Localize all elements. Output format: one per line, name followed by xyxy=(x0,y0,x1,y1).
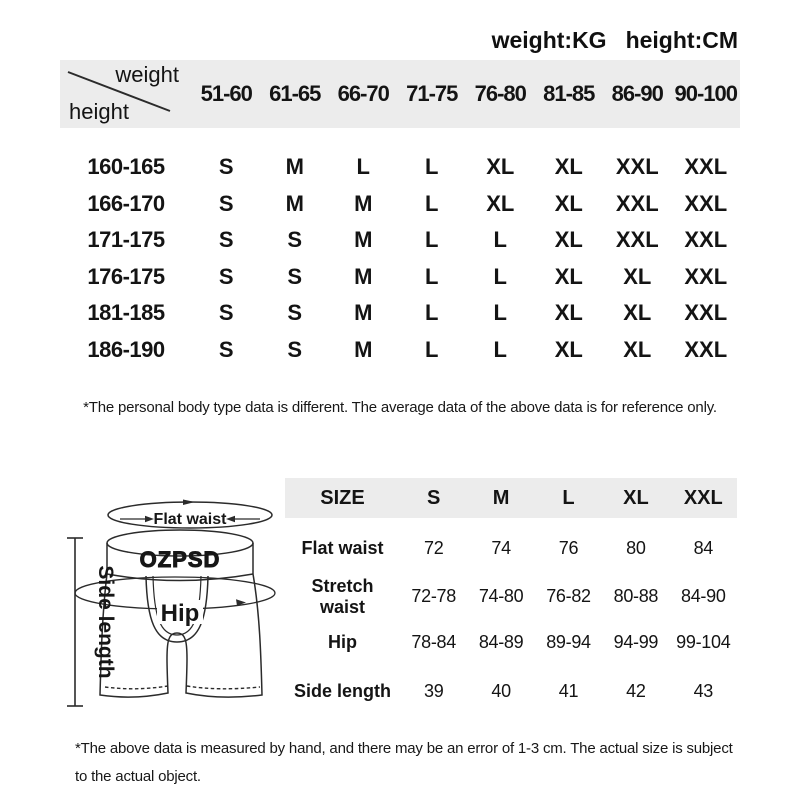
size-cell: S xyxy=(218,263,234,289)
size-cell: M xyxy=(354,263,373,289)
size-cell: S xyxy=(218,154,234,180)
measure-value: 78-84 xyxy=(411,632,456,652)
shorts-outline xyxy=(100,574,262,697)
size-cell: M xyxy=(285,190,304,216)
size-cell: S xyxy=(287,263,303,289)
units-note xyxy=(492,27,738,54)
size-cell: M xyxy=(354,227,373,253)
size-cell: XL xyxy=(554,263,583,289)
flat-waist-top-arrowhead xyxy=(183,500,195,506)
measure-value: 76-82 xyxy=(546,586,591,606)
size-cell: L xyxy=(425,300,439,326)
size-cell: XXL xyxy=(684,190,728,216)
weight-column-header: 61-65 xyxy=(269,81,321,106)
brand-logo: OZPSD xyxy=(139,547,221,572)
size-cell: XL xyxy=(486,190,515,216)
size-cell: S xyxy=(287,336,303,362)
measure-value: 72-78 xyxy=(411,586,456,606)
size-cell: XXL xyxy=(684,300,728,326)
matrix-corner-cell xyxy=(60,60,192,128)
side-length-label: Side length xyxy=(94,565,117,679)
size-cell: L xyxy=(425,190,439,216)
size-cell: XXL xyxy=(615,190,659,216)
measure-table-body xyxy=(285,518,737,712)
size-cell: XL xyxy=(623,263,652,289)
measure-value: 42 xyxy=(626,680,646,701)
size-cell: XL xyxy=(623,336,652,362)
height-row-label: 171-175 xyxy=(87,227,165,253)
size-cell: L xyxy=(425,263,439,289)
measure-value: 84-89 xyxy=(478,632,524,652)
size-cell: M xyxy=(354,190,373,216)
size-cell: XL xyxy=(623,300,652,326)
size-cell: XL xyxy=(554,336,583,362)
height-row-label: 181-185 xyxy=(87,300,165,326)
size-cell: XXL xyxy=(684,227,728,253)
measure-row-label: Side length xyxy=(293,680,391,701)
measure-column-header: S xyxy=(427,486,441,509)
measure-column-header: SIZE xyxy=(320,486,365,509)
measure-value: 39 xyxy=(423,680,444,701)
measure-value: 80-88 xyxy=(613,586,659,606)
size-cell: XL xyxy=(554,227,583,253)
weight-column-header: 51-60 xyxy=(200,81,252,106)
size-cell: S xyxy=(218,227,234,253)
measure-value: 72 xyxy=(423,537,444,558)
size-cell: XXL xyxy=(615,227,659,253)
size-cell: M xyxy=(285,154,304,180)
measure-value: 94-99 xyxy=(613,632,659,652)
weight-column-header: 81-85 xyxy=(543,81,595,106)
height-row-label: 160-165 xyxy=(87,154,165,180)
height-row-label: 186-190 xyxy=(87,336,165,362)
size-cell: L xyxy=(493,300,507,326)
size-cell: M xyxy=(354,300,373,326)
boxer-shorts-illustration xyxy=(50,490,295,725)
weight-unit-label: weight:KG xyxy=(491,27,607,53)
measure-column-header: L xyxy=(562,486,575,509)
measure-value: 76 xyxy=(558,537,579,558)
size-cell: XXL xyxy=(684,263,728,289)
measure-value: 74 xyxy=(491,537,511,558)
size-cell: XL xyxy=(486,154,515,180)
height-row-label: 166-170 xyxy=(87,190,165,216)
weight-column-header: 86-90 xyxy=(611,81,663,106)
size-cell: XL xyxy=(554,300,583,326)
corner-height-label: height xyxy=(69,99,129,124)
size-matrix-body xyxy=(60,149,740,368)
size-cell: XXL xyxy=(684,336,728,362)
measure-value: 84-90 xyxy=(681,586,726,606)
measure-value: 99-104 xyxy=(676,632,731,652)
boxer-shorts-diagram xyxy=(50,490,295,725)
weight-column-header: 90-100 xyxy=(674,81,737,106)
size-cell: XL xyxy=(554,154,583,180)
size-cell: L xyxy=(425,154,439,180)
measure-column-header: XL xyxy=(623,486,649,509)
flat-waist-label: Flat waist xyxy=(153,511,227,528)
side-length-bracket xyxy=(67,538,83,706)
size-cell: S xyxy=(218,190,234,216)
size-cell: L xyxy=(493,227,507,253)
measure-row-label: Hip xyxy=(328,632,357,653)
weight-column-header: 71-75 xyxy=(406,81,458,106)
measure-row-label: Stretch waist xyxy=(311,576,374,617)
measure-value: 40 xyxy=(491,680,511,701)
size-cell: L xyxy=(493,263,507,289)
measure-value: 80 xyxy=(626,537,646,558)
measurement-error-note: *The above data is measured by hand, and there may be an error of 1-3 cm. The actual size is subject to the actual object. xyxy=(75,740,733,785)
right-hem-stitch-line xyxy=(187,686,260,689)
height-unit-label: height:CM xyxy=(625,27,738,53)
size-cell: L xyxy=(425,336,439,362)
hip-label: Hip xyxy=(160,600,200,627)
size-cell: L xyxy=(425,227,439,253)
measure-column-header: M xyxy=(492,486,510,509)
measure-value: 41 xyxy=(558,680,579,701)
height-row-label: 176-175 xyxy=(87,263,165,289)
measure-value: 74-80 xyxy=(478,586,524,606)
size-cell: M xyxy=(354,336,373,362)
reference-note: *The personal body type data is different. The average data of the above data is for reference only. xyxy=(83,399,717,416)
size-matrix-header xyxy=(60,60,740,128)
measure-table-header xyxy=(285,478,737,518)
measure-value: 43 xyxy=(693,680,713,701)
size-cell: XXL xyxy=(684,154,728,180)
size-cell: L xyxy=(356,154,370,180)
weight-column-header: 76-80 xyxy=(474,81,526,106)
measure-value: 84 xyxy=(693,537,713,558)
size-cell: S xyxy=(287,300,303,326)
left-hem-stitch-line xyxy=(105,686,168,689)
measure-column-header: XXL xyxy=(683,486,723,509)
size-cell: S xyxy=(218,336,234,362)
size-cell: S xyxy=(287,227,303,253)
measure-row-label: Flat waist xyxy=(301,537,384,558)
corner-weight-label: weight xyxy=(115,62,179,87)
measure-value: 89-94 xyxy=(546,632,591,652)
size-cell: S xyxy=(218,300,234,326)
size-cell: XL xyxy=(554,190,583,216)
size-cell: L xyxy=(493,336,507,362)
weight-column-header: 66-70 xyxy=(337,81,389,106)
size-cell: XXL xyxy=(615,154,659,180)
